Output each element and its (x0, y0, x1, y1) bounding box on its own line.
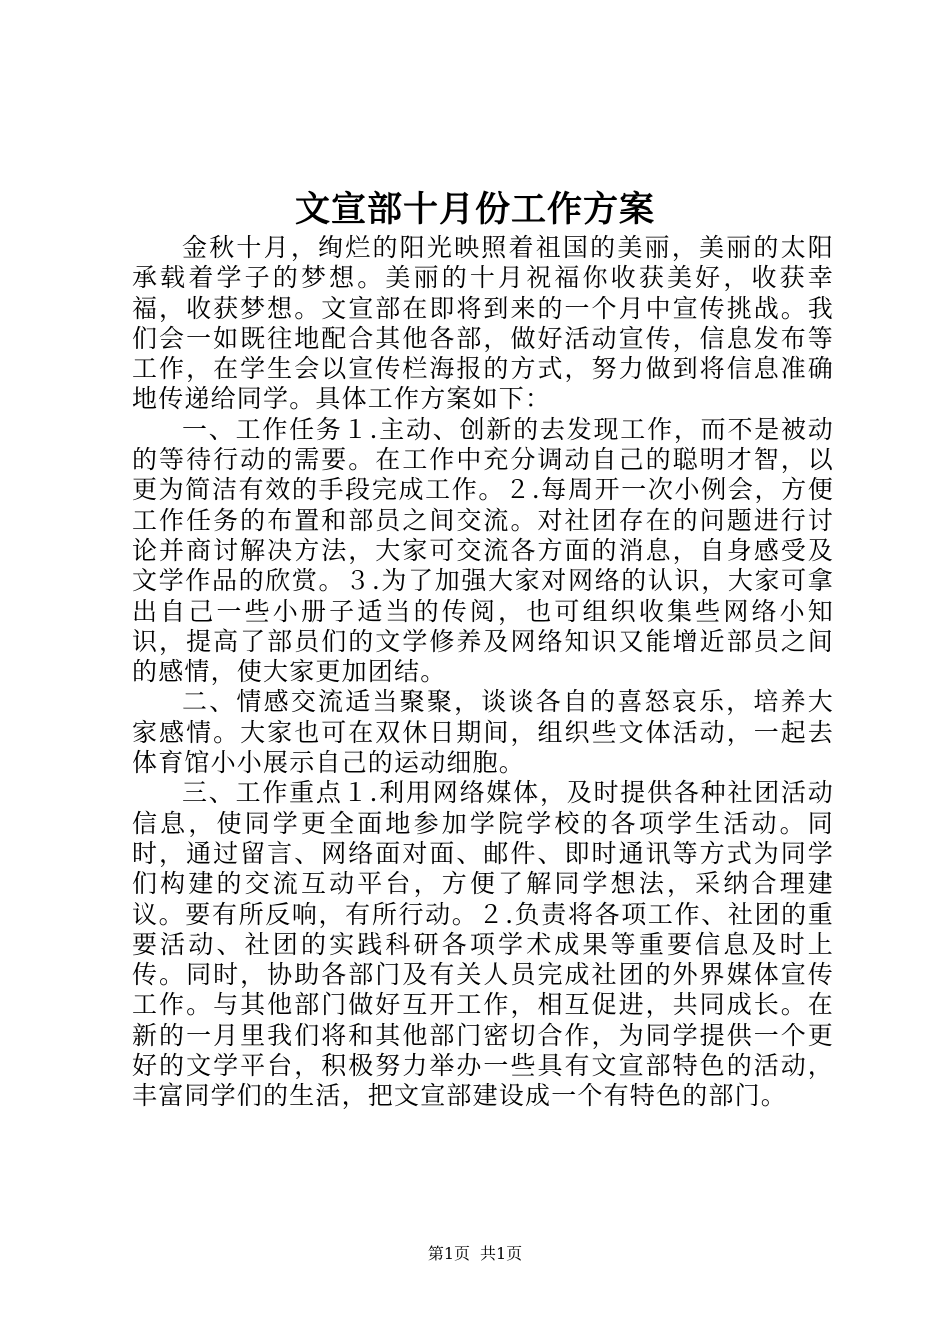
document-body (132, 233, 834, 1112)
page-footer (0, 1242, 950, 1266)
paragraph-work-tasks: 一、工作任务１.主动、创新的去发现工作，而不是被动的等待行动的需要。在工作中充分调动自己的聪明才智，以更为简洁有效的手段完成工作。２.每周开一次小例会，方便工作任务的布置和部员之间交流。对社团存在的问题进行讨论并商讨解决方法，大家可交流各方面的消息，自身感受及文学作品的欣赏。３.为了加强大家对网络的认识，大家可拿出自己一些小册子适当的传阅，也可组织收集些网络小知识，提高了部员们的文学修养及网络知识又能增近部员之间的感情，使大家更加团结。 (132, 414, 834, 687)
paragraph-work-focus: 三、工作重点１.利用网络媒体，及时提供各种社团活动信息，使同学更全面地参加学院学校的各项学生活动。同时，通过留言、网络面对面、邮件、即时通讯等方式为同学们构建的交流互动平台，方便了解同学想法，采纳合理建议。要有所反响，有所行动。２.负责将各项工作、社团的重要活动、社团的实践科研各项学术成果等重要信息及时上传。同时，协助各部门及有关人员完成社团的外界媒体宣传工作。与其他部门做好互开工作，相互促进，共同成长。在新的一月里我们将和其他部门密切合作，为同学提供一个更好的文学平台，积极努力举办一些具有文宣部特色的活动，丰富同学们的生活，把文宣部建设成一个有特色的部门。 (132, 778, 834, 1111)
paragraph-intro: 金秋十月，绚烂的阳光映照着祖国的美丽，美丽的太阳承载着学子的梦想。美丽的十月祝福你收获美好，收获幸福，收获梦想。文宣部在即将到来的一个月中宣传挑战。我们会一如既往地配合其他各部，做好活动宣传，信息发布等工作，在学生会以宣传栏海报的方式，努力做到将信息准确地传递给同学。具体工作方案如下： (132, 233, 834, 414)
document-title: 文宣部十月份工作方案 (294, 189, 655, 230)
page-total: 共1页 (480, 1244, 523, 1263)
page-number: 第1页 (427, 1244, 470, 1263)
paragraph-emotional-exchange: 二、情感交流适当聚聚，谈谈各自的喜怒哀乐，培养大家感情。大家也可在双休日期间，组织些文体活动，一起去体育馆小小展示自己的运动细胞。 (132, 687, 834, 778)
